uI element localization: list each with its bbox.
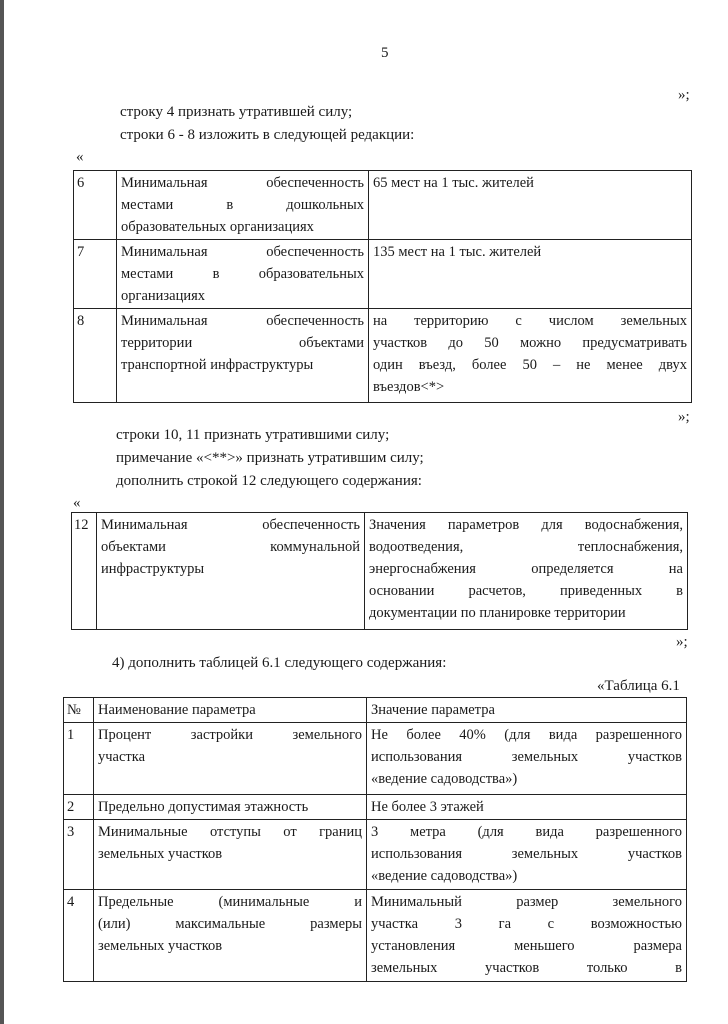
- row-number: 8: [74, 309, 117, 403]
- column-header: №: [64, 698, 94, 723]
- table-row: [64, 795, 687, 820]
- row-number: 7: [74, 240, 117, 309]
- param-cell: Минимальная обеспеченность местами в дошкольных образовательных организациях: [117, 171, 369, 240]
- value-cell: Минимальный размер земельного участка 3 га с возможностью установления меньшего размера земельных участков только в: [367, 890, 687, 982]
- value-cell: 65 мест на 1 тыс. жителей: [369, 171, 692, 240]
- paragraph-line: строки 6 - 8 изложить в следующей редакции:: [120, 127, 415, 143]
- paragraph-line: примечание «<**>» признать утратившим силу;: [116, 450, 424, 466]
- table-row: [64, 820, 687, 890]
- table-header-row: [64, 698, 687, 723]
- table-row: [74, 309, 692, 403]
- row-number: 12: [72, 513, 97, 630]
- paragraph-line: дополнить строкой 12 следующего содержания:: [116, 473, 422, 489]
- column-header: Наименование параметра: [94, 698, 367, 723]
- row-number: 4: [64, 890, 94, 982]
- row-number: 1: [64, 723, 94, 795]
- value-cell: Не более 40% (для вида разрешенного использования земельных участков «ведение садоводства»): [367, 723, 687, 795]
- value-cell: на территорию с числом земельных участков до 50 можно предусматривать один въезд, более 50 – не менее двух въездов<*>: [369, 309, 692, 403]
- amendment-table-rows-6-8: [73, 170, 692, 403]
- param-cell: Минимальная обеспеченность объектами коммунальной инфраструктуры: [97, 513, 365, 630]
- paragraph-line: 4) дополнить таблицей 6.1 следующего содержания:: [112, 655, 447, 671]
- row-number: 2: [64, 795, 94, 820]
- paragraph-line: строку 4 признать утратившей силу;: [120, 104, 353, 120]
- table-caption: «Таблица 6.1: [597, 678, 680, 694]
- value-cell: Не более 3 этажей: [367, 795, 687, 820]
- closing-quote: »;: [678, 87, 690, 103]
- opening-quote: «: [76, 149, 84, 165]
- table-row: [64, 890, 687, 982]
- value-cell: 3 метра (для вида разрешенного использования земельных участков «ведение садоводства»): [367, 820, 687, 890]
- value-cell: 135 мест на 1 тыс. жителей: [369, 240, 692, 309]
- table-row: [72, 513, 688, 630]
- paragraph-line: строки 10, 11 признать утратившими силу;: [116, 427, 390, 443]
- row-number: 3: [64, 820, 94, 890]
- param-cell: Минимальная обеспеченность местами в образовательных организациях: [117, 240, 369, 309]
- table-row: [74, 240, 692, 309]
- closing-quote: »;: [678, 409, 690, 425]
- page-number: 5: [381, 45, 389, 61]
- table-6-1: [63, 697, 687, 982]
- page-edge: [0, 0, 4, 1024]
- column-header: Значение параметра: [367, 698, 687, 723]
- param-cell: Предельные (минимальные и (или) максимальные размеры земельных участков: [94, 890, 367, 982]
- value-cell: Значения параметров для водоснабжения, водоотведения, теплоснабжения, энергоснабжения определяется на основании расчетов, приведенных в документации по планировке территории: [365, 513, 688, 630]
- table-row: [64, 723, 687, 795]
- param-cell: Процент застройки земельного участка: [94, 723, 367, 795]
- row-number: 6: [74, 171, 117, 240]
- amendment-table-row-12: [71, 512, 688, 630]
- param-cell: Минимальная обеспеченность территории объектами транспортной инфраструктуры: [117, 309, 369, 403]
- param-cell: Предельно допустимая этажность: [94, 795, 367, 820]
- param-cell: Минимальные отступы от границ земельных участков: [94, 820, 367, 890]
- closing-quote: »;: [676, 634, 688, 650]
- table-row: [74, 171, 692, 240]
- opening-quote: «: [73, 495, 81, 511]
